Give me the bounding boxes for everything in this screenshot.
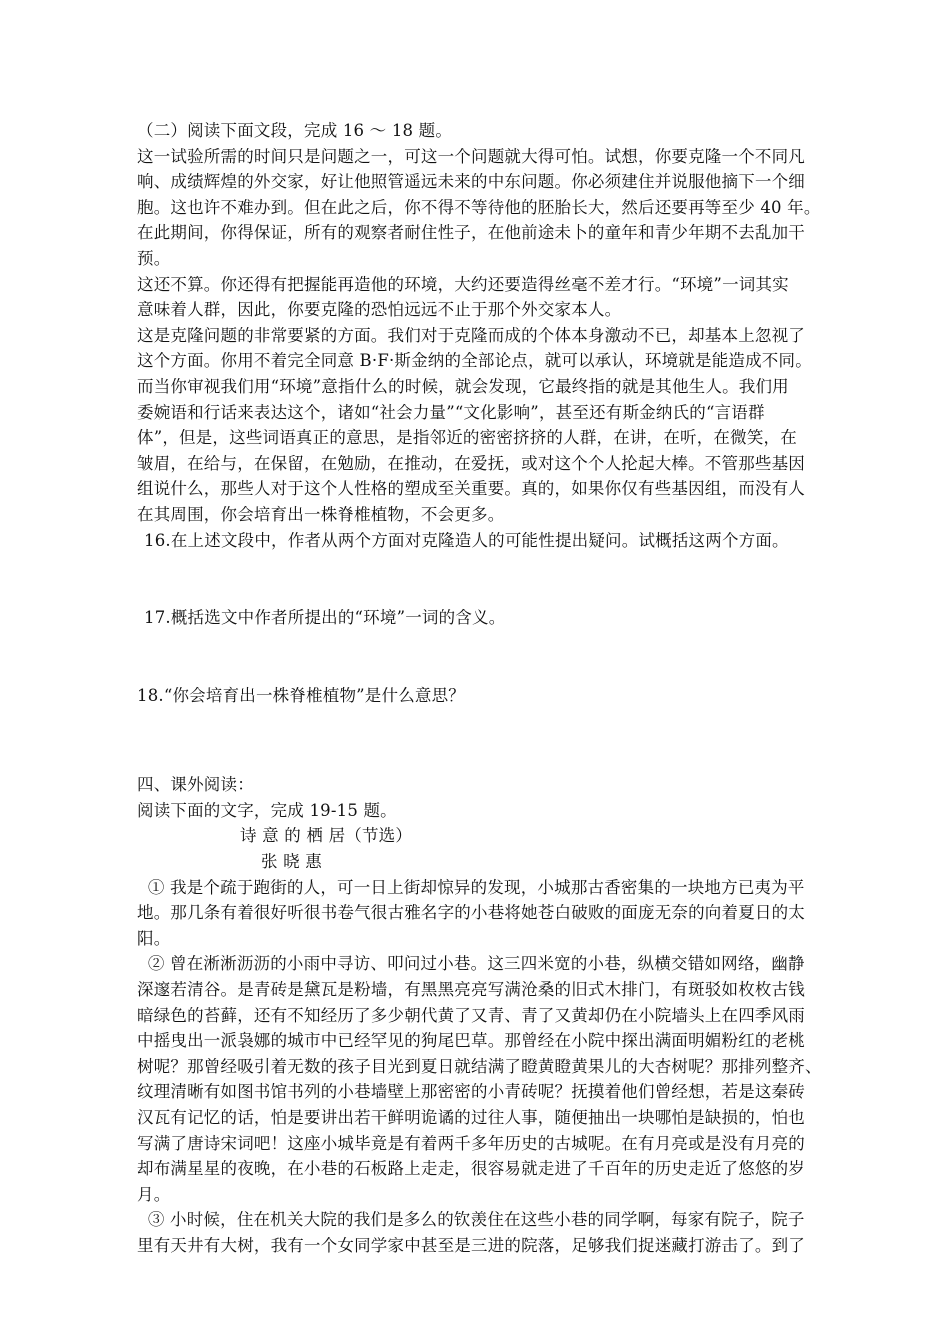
text-line: 阳。 — [137, 928, 171, 948]
text-line: 纹理清晰有如图书馆书列的小巷墙壁上那密密的小青砖呢？抚摸着他们曾经想，若是这秦砖 — [137, 1082, 805, 1102]
document-page — [137, 118, 822, 1259]
article-paragraph-2 — [137, 951, 822, 1207]
text-line: 树呢？那曾经吸引着无数的孩子目光到夏日就结满了瞪黄瞪黄果儿的大杏树呢？那排列整齐、 — [137, 1056, 822, 1076]
text-line: 中摇曳出一派袅娜的城市中已经罕见的狗尾巴草。那曾经在小院中探出满面明媚粉红的老桃 — [137, 1031, 805, 1051]
section-heading: （二）阅读下面文段，完成 16 ～ 18 题。 — [137, 121, 453, 140]
question-16: 16.在上述文段中，作者从两个方面对克隆造人的可能性提出疑问。试概括这两个方面。 — [144, 530, 789, 550]
text-line: 这是克隆问题的非常要紧的方面。我们对于克隆而成的个体本身激动不已，却基本上忽视了 — [137, 325, 805, 345]
instruction: 阅读下面的文字，完成 19-15 题。 — [137, 800, 397, 820]
text-line: 胞。这也许不难办到。但在此之后，你不得不等待他的胚胎长大，然后还要再等至少 40 年。 — [137, 197, 821, 217]
section-heading: 四、课外阅读： — [137, 775, 254, 795]
text-line: 意味着人群，因此，你要克隆的恐怕远远不止于那个外交家本人。 — [137, 300, 622, 320]
text-line: 这个方面。你用不着完全同意 B·F·斯金纳的全部论点，就可以承认，环境就是能造成不同。 — [137, 351, 812, 371]
text-line: 这还不算。你还得有把握能再造他的环境，大约还要造得丝毫不差才行。“环境”一词其实 — [137, 274, 789, 294]
text-line: 深邃若清谷。是青砖是黛瓦是粉墙，有黑黑亮亮写满沧桑的旧式木排门，有斑驳如枚枚古钱 — [137, 980, 805, 1000]
article-author: 张 晓 惠 — [261, 852, 322, 872]
text-line: 暗绿色的苔藓，还有不知经历了多少朝代黄了又青、青了又黄却仍在小院墙头上在四季风雨 — [137, 1005, 805, 1025]
text-line: 写满了唐诗宋词吧！这座小城毕竟是有着两千多年历史的古城呢。在有月亮或是没有月亮的 — [137, 1133, 805, 1153]
text-line: 组说什么，那些人对于这个人性格的塑成至关重要。真的，如果你仅有些基因组，而没有人 — [137, 479, 805, 499]
question-17: 17.概括选文中作者所提出的“环境”一词的含义。 — [144, 608, 506, 628]
text-line: 预。 — [137, 248, 171, 268]
text-line: 体”，但是，这些词语真正的意思，是指邻近的密密挤挤的人群，在讲，在听，在微笑，在 — [137, 428, 797, 448]
article-paragraph-1 — [137, 875, 817, 952]
passage-paragraph-3 — [137, 323, 817, 528]
text-line: ③ 小时候，住在机关大院的我们是多么的钦羡住在这些小巷的同学啊，每家有院子，院子 — [137, 1210, 805, 1230]
question-18: 18.“你会培育出一株脊椎植物”是什么意思？ — [137, 685, 466, 705]
answer-space — [137, 553, 817, 605]
passage-paragraph-2 — [137, 272, 817, 323]
text-line: 而当你审视我们用“环境”意指什么的时候，就会发现，它最终指的就是其他生人。我们用 — [137, 376, 789, 396]
text-line: 这一试验所需的时间只是问题之一，可这一个问题就大得可怕。试想，你要克隆一个不同凡 — [137, 146, 805, 166]
text-line: 地。那几条有着很好听很书卷气很古雅名字的小巷将她苍白破败的面庞无奈的向着夏日的太 — [137, 903, 805, 923]
passage-paragraph-1 — [137, 144, 821, 272]
answer-space — [137, 708, 817, 772]
text-line: ① 我是个疏于跑街的人，可一日上街却惊异的发现，小城那古香密集的一块地方已夷为平 — [137, 877, 805, 897]
text-line: 皱眉，在给与，在保留，在勉励，在推动，在爱抚，或对这个个人抡起大棒。不管那些基因 — [137, 453, 805, 473]
text-line: 汉瓦有记忆的话，怕是要讲出若干鲜明诡谲的过往人事，随便抽出一块哪怕是缺损的，怕也 — [137, 1108, 805, 1127]
text-line: 里有天井有大树，我有一个女同学家中甚至是三进的院落，足够我们捉迷藏打游击了。到了 — [137, 1235, 805, 1255]
article-paragraph-3 — [137, 1207, 817, 1258]
text-line: 响、成绩辉煌的外交家，好让他照管遥远未来的中东问题。你必须建住并说服他摘下一个细 — [137, 172, 805, 192]
text-line: 月。 — [137, 1184, 171, 1204]
text-line: 却布满星星的夜晚，在小巷的石板路上走走，很容易就走进了千百年的历史走近了悠悠的岁 — [137, 1159, 805, 1179]
text-line: 委婉语和行话来表达这个，诸如“社会力量”“文化影响”，甚至还有斯金纳氏的“言语群 — [137, 402, 765, 422]
article-title: 诗 意 的 栖 居（节选） — [240, 826, 413, 846]
text-line: 在其周围，你会培育出一株脊椎植物，不会更多。 — [137, 504, 505, 524]
answer-space — [137, 631, 817, 683]
text-line: ② 曾在淅淅沥沥的小雨中寻访、叩问过小巷。这三四米宽的小巷，纵横交错如网络，幽静 — [137, 954, 805, 974]
text-line: 在此期间，你得保证，所有的观察者耐住性子，在他前途未卜的童年和青少年期不去乱加干 — [137, 223, 805, 243]
